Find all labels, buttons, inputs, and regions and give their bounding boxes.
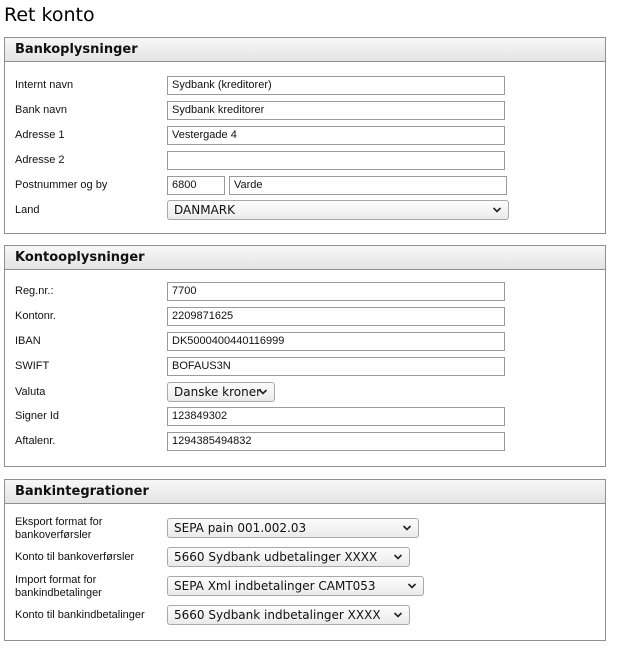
transfer-account-label: Konto til bankoverførsler xyxy=(15,551,135,563)
account-info-panel xyxy=(4,245,606,467)
postal-city-label: Postnummer og by xyxy=(15,179,108,191)
export-format-label-line1: Eksport format for xyxy=(15,516,103,528)
bank-integrations-header: Bankintegrationer xyxy=(5,480,605,504)
iban-label: IBAN xyxy=(15,335,41,347)
bank-name-label: Bank navn xyxy=(15,104,67,116)
iban-input[interactable]: DK5000400440116999 xyxy=(167,332,505,351)
bank-name-input[interactable]: Sydbank kreditorer xyxy=(167,101,505,120)
export-format-select[interactable] xyxy=(167,518,419,538)
swift-label: SWIFT xyxy=(15,360,50,372)
address1-input[interactable]: Vestergade 4 xyxy=(167,126,505,145)
signer-id-input[interactable]: 123849302 xyxy=(167,407,505,426)
deposit-account-select[interactable] xyxy=(167,605,410,625)
chevron-down-icon xyxy=(402,519,412,537)
account-number-input[interactable]: 2209871625 xyxy=(167,307,505,326)
postal-code-input[interactable]: 6800 xyxy=(167,176,225,195)
account-number-label: Kontonr. xyxy=(15,310,56,322)
import-format-select-value: SEPA Xml indbetalinger CAMT053 xyxy=(174,579,376,593)
import-format-label xyxy=(15,574,102,600)
swift-input[interactable]: BOFAUS3N xyxy=(167,357,505,376)
address2-input[interactable] xyxy=(167,151,505,170)
country-select[interactable] xyxy=(167,200,509,220)
internal-name-label: Internt navn xyxy=(15,79,74,91)
export-format-label xyxy=(15,516,102,542)
agreement-number-label: Aftalenr. xyxy=(15,435,56,447)
country-select-value: DANMARK xyxy=(174,203,235,217)
export-format-label-line2: bankoverførsler xyxy=(15,529,92,541)
chevron-down-icon xyxy=(407,577,417,595)
deposit-account-select-value: 5660 Sydbank indbetalinger XXXX xyxy=(174,608,381,622)
currency-label: Valuta xyxy=(15,386,46,398)
signer-id-label: Signer Id xyxy=(15,410,60,422)
regnr-input[interactable]: 7700 xyxy=(167,282,505,301)
currency-select-value: Danske kroner xyxy=(174,385,262,399)
bank-info-panel xyxy=(4,37,606,234)
export-format-select-value: SEPA pain 001.002.03 xyxy=(174,521,307,535)
deposit-account-label: Konto til bankindbetalinger xyxy=(15,609,145,621)
regnr-label: Reg.nr.: xyxy=(15,285,54,297)
import-format-label-line2: bankindbetalinger xyxy=(15,587,102,599)
currency-select[interactable] xyxy=(167,382,275,402)
import-format-select[interactable] xyxy=(167,576,424,596)
address1-label: Adresse 1 xyxy=(15,129,65,141)
import-format-label-line1: Import format for xyxy=(15,574,97,586)
bank-info-header: Bankoplysninger xyxy=(5,38,605,62)
transfer-account-select-value: 5660 Sydbank udbetalinger XXXX xyxy=(174,550,378,564)
page-title: Ret konto xyxy=(4,4,95,26)
chevron-down-icon xyxy=(393,548,403,566)
internal-name-input[interactable]: Sydbank (kreditorer) xyxy=(167,76,505,95)
account-info-header: Kontooplysninger xyxy=(5,246,605,270)
country-label: Land xyxy=(15,204,40,216)
chevron-down-icon xyxy=(258,383,268,401)
transfer-account-select[interactable] xyxy=(167,547,410,567)
chevron-down-icon xyxy=(393,606,403,624)
city-input[interactable]: Varde xyxy=(229,176,507,195)
address2-label: Adresse 2 xyxy=(15,154,65,166)
chevron-down-icon xyxy=(492,201,502,219)
bank-integrations-panel xyxy=(4,479,606,641)
agreement-number-input[interactable]: 1294385494832 xyxy=(167,432,505,451)
